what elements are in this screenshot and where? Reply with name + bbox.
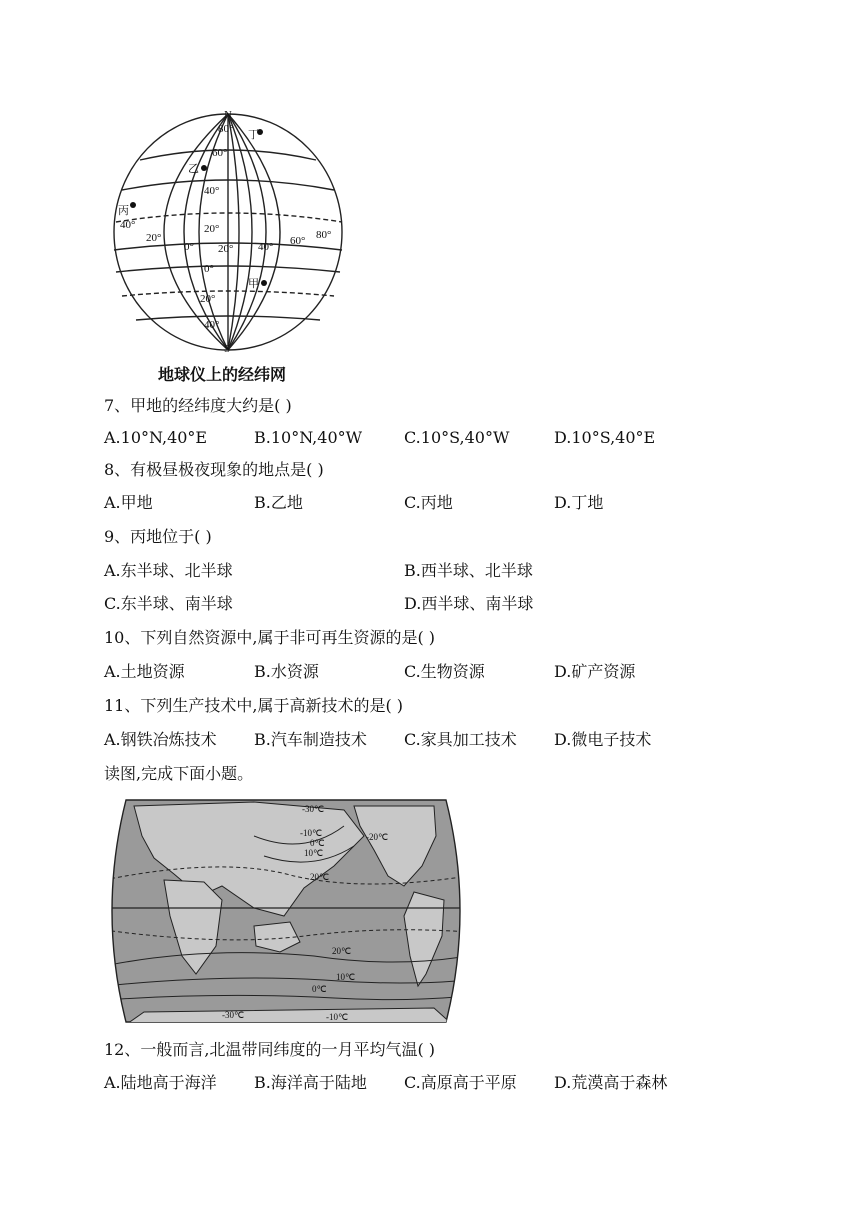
question-8-option-c[interactable]: C.丙地 (404, 493, 453, 512)
question-11-option-d[interactable]: D.微电子技术 (554, 730, 652, 749)
isotherm-label: 0℃ (312, 984, 327, 994)
lat-label: 40° (204, 185, 220, 197)
question-8-option-d[interactable]: D.丁地 (554, 493, 604, 512)
point-yi (201, 165, 207, 171)
question-9-option-b[interactable]: B.西半球、北半球 (404, 561, 533, 580)
point-bing (130, 202, 136, 208)
lon-label: 40° (120, 219, 136, 231)
isotherm-map-figure (104, 796, 468, 1026)
question-8-option-b[interactable]: B.乙地 (254, 493, 303, 512)
question-7-option-c[interactable]: C.10°S,40°W (404, 428, 510, 447)
isotherm-label: 10℃ (336, 972, 356, 982)
question-10-option-a[interactable]: A.土地资源 (104, 662, 185, 681)
lon-label: 80° (316, 229, 332, 241)
point-jia (261, 280, 267, 286)
question-11-option-c[interactable]: C.家具加工技术 (404, 730, 517, 749)
point-label-jia: 甲 (248, 278, 259, 290)
lat-label: 40° (204, 319, 220, 331)
figure1-caption: 地球仪上的经纬网 (158, 365, 287, 384)
question-7-option-b[interactable]: B.10°N,40°W (254, 428, 363, 447)
isotherm-label: -20℃ (366, 832, 389, 842)
question-9-option-d[interactable]: D.西半球、南半球 (404, 594, 534, 613)
isotherm-label: 20℃ (310, 872, 330, 882)
point-label-ding: 丁 (248, 129, 259, 141)
point-label-bing: 丙 (118, 205, 129, 217)
question-7-stem: 7、甲地的经纬度大约是( ) (104, 396, 292, 415)
question-12-option-c[interactable]: C.高原高于平原 (404, 1073, 517, 1092)
lon-label: 60° (290, 235, 306, 247)
isotherm-label: -10℃ (300, 828, 323, 838)
isotherm-label: -10℃ (326, 1012, 349, 1022)
lon-label: 40° (258, 241, 274, 253)
isotherm-label: 10℃ (304, 848, 324, 858)
point-label-yi: 乙 (188, 163, 199, 175)
question-7-option-d[interactable]: D.10°S,40°E (554, 428, 656, 447)
question-7-option-a[interactable]: A.10°N,40°E (104, 428, 208, 447)
question-11-option-a[interactable]: A.钢铁冶炼技术 (104, 730, 217, 749)
lat-label: 80° (218, 123, 234, 135)
pole-south: S (224, 343, 231, 355)
parallel-line (116, 213, 342, 222)
question-12-option-a[interactable]: A.陆地高于海洋 (104, 1073, 217, 1092)
question-9-stem: 9、丙地位于( ) (104, 527, 212, 546)
question-12-option-b[interactable]: B.海洋高于陆地 (254, 1073, 367, 1092)
question-10-option-b[interactable]: B.水资源 (254, 662, 319, 681)
question-12-option-d[interactable]: D.荒漠高于森林 (554, 1073, 668, 1092)
reading-intro: 读图,完成下面小题。 (104, 764, 254, 783)
question-12-stem: 12、一般而言,北温带同纬度的一月平均气温( ) (104, 1040, 436, 1059)
question-9-option-c[interactable]: C.东半球、南半球 (104, 594, 233, 613)
lon-label: 20° (218, 243, 234, 255)
isotherm-label: 0℃ (310, 838, 325, 848)
lat-label: 20° (204, 223, 220, 235)
lat-label: 20° (200, 293, 216, 305)
isotherm-label: -30℃ (222, 1010, 245, 1020)
question-8-option-a[interactable]: A.甲地 (104, 493, 153, 512)
question-11-stem: 11、下列生产技术中,属于高新技术的是( ) (104, 696, 404, 715)
lat-label: 60° (212, 147, 228, 159)
lon-label: 0° (184, 241, 194, 253)
isotherm-label: 20℃ (332, 946, 352, 956)
lat-label: 0° (204, 263, 214, 275)
isotherm-label: -30℃ (302, 804, 325, 814)
lon-label: 20° (146, 232, 162, 244)
question-10-stem: 10、下列自然资源中,属于非可再生资源的是( ) (104, 628, 436, 647)
question-10-option-c[interactable]: C.生物资源 (404, 662, 485, 681)
question-8-stem: 8、有极昼极夜现象的地点是( ) (104, 460, 324, 479)
question-11-option-b[interactable]: B.汽车制造技术 (254, 730, 367, 749)
pole-north: N (224, 109, 232, 121)
globe-figure (100, 100, 360, 360)
question-10-option-d[interactable]: D.矿产资源 (554, 662, 636, 681)
question-9-option-a[interactable]: A.东半球、北半球 (104, 561, 233, 580)
